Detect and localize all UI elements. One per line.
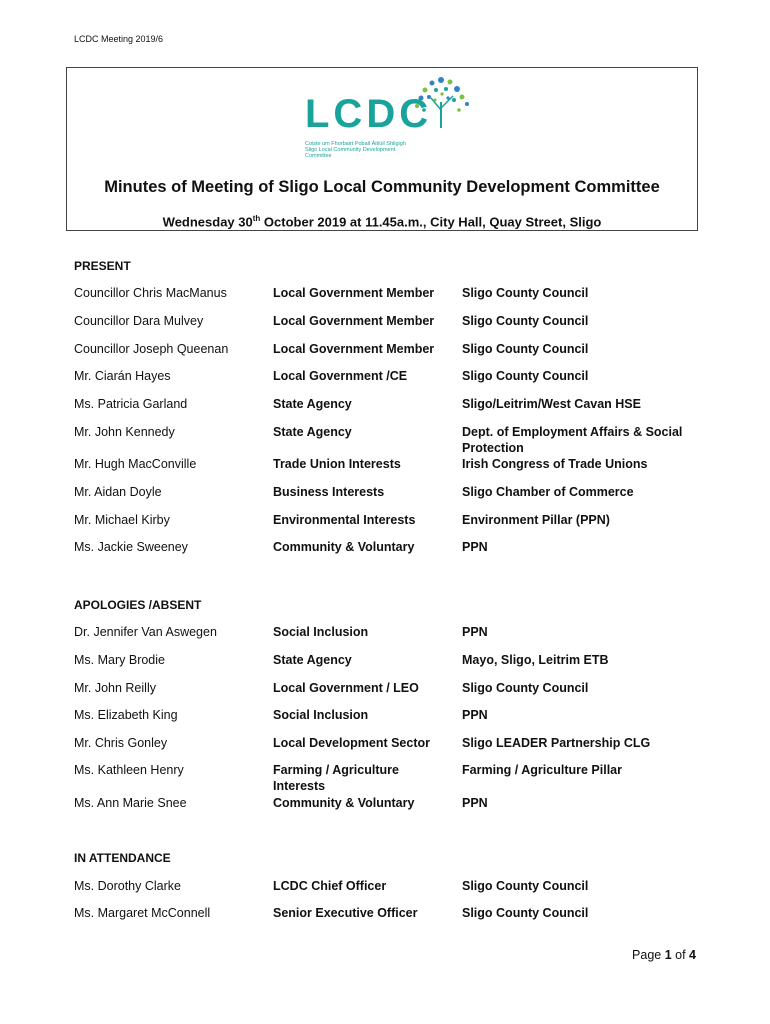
attendee-role: Local Government / LEO: [273, 681, 419, 695]
attendee-name: Mr. John Kennedy: [74, 425, 175, 439]
logo-text: LCDC: [305, 92, 433, 136]
attendee-name: Ms. Patricia Garland: [74, 397, 188, 411]
attendee-org: Sligo County Council: [462, 286, 589, 300]
attendee-org: Mayo, Sligo, Leitrim ETB: [462, 653, 609, 667]
attendee-org: PPN: [462, 540, 488, 554]
attendee-row: [0, 456, 770, 486]
meeting-details: Wednesday 30th October 2019 at 11.45a.m., City Hall, Quay Street, Sligo: [162, 214, 602, 230]
attendee-name: Ms. Dorothy Clarke: [74, 879, 181, 893]
attendee-role: State Agency: [273, 425, 352, 439]
attendee-org: Sligo LEADER Partnership CLG: [462, 736, 651, 750]
attendee-name: Ms. Jackie Sweeney: [74, 540, 188, 554]
document-title: Minutes of Meeting of Sligo Local Community Development Committee: [104, 178, 660, 196]
attendee-role: Farming / Agriculture Interests: [273, 763, 399, 793]
attendee-name: Ms. Kathleen Henry: [74, 763, 184, 777]
running-header: LCDC Meeting 2019/6: [74, 34, 164, 44]
attendee-row: [0, 680, 770, 710]
attendee-role: Social Inclusion: [273, 625, 369, 639]
attendee-org: PPN: [462, 796, 488, 810]
attendee-role: Local Development Sector: [273, 736, 430, 750]
attendance-heading: IN ATTENDANCE: [74, 851, 171, 865]
attendee-role: Local Government Member: [273, 342, 435, 356]
attendee-name: Ms. Margaret McConnell: [74, 906, 211, 920]
attendee-role: Environmental Interests: [273, 513, 416, 527]
attendee-org: Sligo County Council: [462, 369, 589, 383]
attendee-name: Dr. Jennifer Van Aswegen: [74, 625, 217, 639]
attendee-row: [0, 424, 770, 454]
attendee-row: [0, 512, 770, 542]
attendee-row: [0, 878, 770, 908]
lcdc-logo: [299, 70, 479, 166]
attendee-name: Ms. Mary Brodie: [74, 653, 165, 667]
attendee-row: [0, 368, 770, 398]
attendee-role: Local Government Member: [273, 314, 435, 328]
attendee-org: Sligo County Council: [462, 314, 589, 328]
attendee-org: Sligo/Leitrim/West Cavan HSE: [462, 397, 641, 411]
attendee-row: [0, 707, 770, 737]
attendee-org: Irish Congress of Trade Unions: [462, 457, 648, 471]
attendee-row: [0, 795, 770, 825]
attendee-name: Mr. Chris Gonley: [74, 736, 168, 750]
attendee-row: [0, 905, 770, 935]
attendee-role: Social Inclusion: [273, 708, 369, 722]
attendee-row: [0, 735, 770, 765]
attendee-row: [0, 762, 770, 792]
attendee-row: [0, 313, 770, 343]
attendee-org: PPN: [462, 708, 488, 722]
attendee-row: [0, 285, 770, 315]
attendee-name: Mr. Ciarán Hayes: [74, 369, 171, 383]
attendee-role: LCDC Chief Officer: [273, 879, 387, 893]
attendee-role: Local Government /CE: [273, 369, 408, 383]
attendee-role: State Agency: [273, 653, 352, 667]
attendee-name: Ms. Elizabeth King: [74, 708, 178, 722]
attendee-org: Sligo County Council: [462, 342, 589, 356]
attendee-role: Community & Voluntary: [273, 796, 415, 810]
attendee-row: [0, 652, 770, 682]
attendee-row: [0, 341, 770, 371]
attendee-org: Sligo County Council: [462, 681, 589, 695]
attendee-name: Mr. Hugh MacConville: [74, 457, 197, 471]
attendee-role: Business Interests: [273, 485, 385, 499]
attendee-org: Sligo Chamber of Commerce: [462, 485, 634, 499]
attendee-org: PPN: [462, 625, 488, 639]
attendee-name: Councillor Chris MacManus: [74, 286, 227, 300]
attendee-name: Mr. Michael Kirby: [74, 513, 170, 527]
attendee-name: Mr. Aidan Doyle: [74, 485, 162, 499]
attendee-name: Ms. Ann Marie Snee: [74, 796, 187, 810]
attendee-org: Dept. of Employment Affairs & Social Protection: [462, 425, 683, 455]
attendee-org: Sligo County Council: [462, 879, 589, 893]
logo-subtitle: Coiste um Fhorbairt Pobail Áitiúil Shligigh Sligo Local Community Development Committee: [305, 141, 406, 159]
apologies-heading: APOLOGIES /ABSENT: [74, 598, 202, 612]
attendee-name: Councillor Dara Mulvey: [74, 314, 204, 328]
attendee-name: Mr. John Reilly: [74, 681, 156, 695]
attendee-row: [0, 396, 770, 426]
attendee-role: Local Government Member: [273, 286, 435, 300]
attendee-role: Trade Union Interests: [273, 457, 401, 471]
attendee-org: Farming / Agriculture Pillar: [462, 763, 622, 777]
attendee-row: [0, 539, 770, 569]
attendee-role: Community & Voluntary: [273, 540, 415, 554]
attendee-org: Sligo County Council: [462, 906, 589, 920]
attendee-row: [0, 484, 770, 514]
attendee-name: Councillor Joseph Queenan: [74, 342, 229, 356]
attendee-org: Environment Pillar (PPN): [462, 513, 610, 527]
attendee-role: State Agency: [273, 397, 352, 411]
attendee-row: [0, 624, 770, 654]
attendee-role: Senior Executive Officer: [273, 906, 418, 920]
page-number: Page 1 of 4: [632, 948, 696, 962]
present-heading: PRESENT: [74, 259, 131, 273]
title-box: [66, 67, 698, 231]
